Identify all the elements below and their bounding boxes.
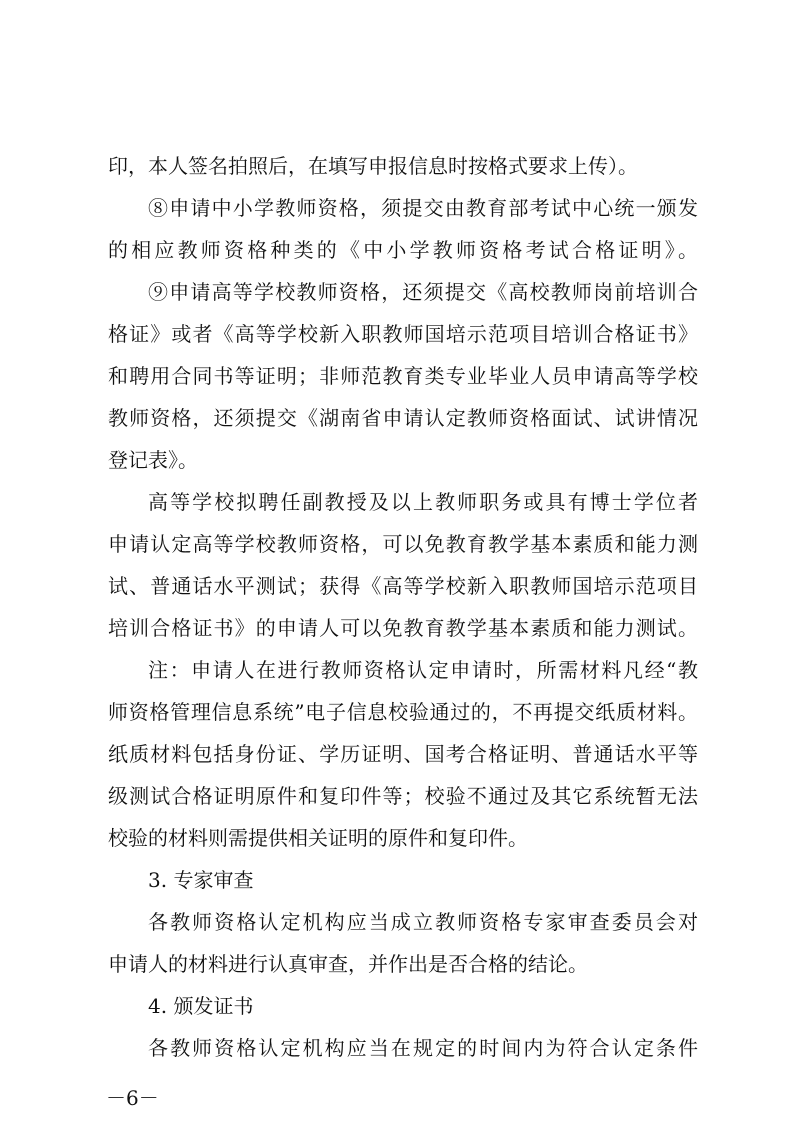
text-line: ⑧申请中小学教师资格，须提交由教育部考试中心统一颁发 [148, 196, 698, 220]
text-line: 申请认定高等学校教师资格，可以免教育教学基本素质和能力测 [108, 532, 698, 556]
text-line: 登记表》。 [108, 448, 198, 472]
text-line: 教师资格，还须提交《湖南省申请认定教师资格面试、试讲情况 [108, 406, 698, 430]
section-heading: 3. 专家审查 [148, 868, 254, 892]
text-line: 试、普通话水平测试；获得《高等学校新入职教师国培示范项目 [108, 574, 698, 598]
text-line: 印，本人签名拍照后，在填写申报信息时按格式要求上传）。 [108, 154, 638, 178]
page-number: －6－ [106, 1086, 159, 1110]
section-heading: 4. 颁发证书 [148, 994, 254, 1018]
text-line: 培训合格证书》的申请人可以免教育教学基本素质和能力测试。 [108, 616, 698, 640]
text-line: 注：申请人在进行教师资格认定申请时，所需材料凡经“教 [148, 658, 698, 682]
text-line: 格证》或者《高等学校新入职教师国培示范项目培训合格证书》 [108, 322, 698, 346]
text-line: 各教师资格认定机构应当成立教师资格专家审查委员会对 [148, 910, 698, 934]
text-line: 的相应教师资格种类的《中小学教师资格考试合格证明》。 [108, 238, 698, 262]
text-line: 申请人的材料进行认真审查，并作出是否合格的结论。 [108, 952, 588, 976]
text-line: 各教师资格认定机构应当在规定的时间内为符合认定条件 [148, 1036, 698, 1060]
text-line: ⑨申请高等学校教师资格，还须提交《高校教师岗前培训合 [148, 280, 698, 304]
text-line: 级测试合格证明原件和复印件等；校验不通过及其它系统暂无法 [108, 784, 698, 808]
text-line: 师资格管理信息系统”电子信息校验通过的，不再提交纸质材料。 [108, 700, 698, 724]
text-line: 校验的材料则需提供相关证明的原件和复印件。 [108, 826, 528, 850]
text-line: 纸质材料包括身份证、学历证明、国考合格证明、普通话水平等 [108, 742, 698, 766]
text-line: 和聘用合同书等证明；非师范教育类专业毕业人员申请高等学校 [108, 364, 698, 388]
text-line: 高等学校拟聘任副教授及以上教师职务或具有博士学位者 [148, 490, 698, 514]
